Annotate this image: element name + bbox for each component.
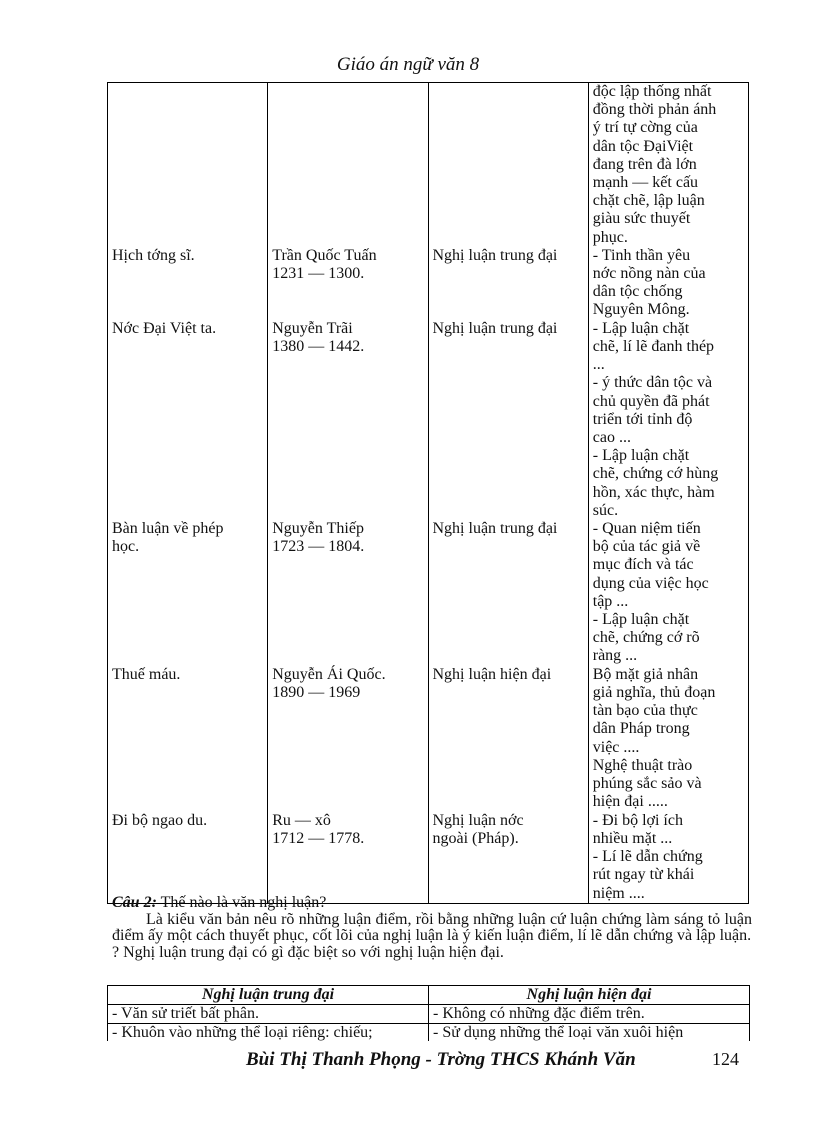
table-row <box>108 520 749 666</box>
work-title: Bàn luận về phép học. <box>112 520 224 556</box>
table-row <box>108 83 749 247</box>
work-title: Hịch tớng sĩ. <box>112 246 195 264</box>
question-2 <box>112 895 752 961</box>
page-header: Giáo án ngữ văn 8 <box>336 54 480 75</box>
work-title: Đi bộ ngao du. <box>112 811 208 829</box>
question-text: Thế nào là văn nghị luận? <box>156 894 327 911</box>
work-content: độc lập thống nhất đồng thời phản ánh ý trí tự cờng của dân tộc ĐạiViệt đang trên đà lớn mạnh — kết cấu chặt chẽ, lập luận giàu sức thuyết phục. <box>592 83 717 246</box>
footer-author: Bùi Thị Thanh Phọng - Trờng THCS Khánh Văn <box>246 1049 636 1070</box>
work-genre: Nghị luận hiện đại <box>432 665 552 683</box>
work-author: Nguyễn Thiếp 1723 — 1804. <box>272 520 365 556</box>
work-content: Bộ mặt giả nhân giả nghĩa, thủ đoạn tàn bạo của thực dân Pháp trong việc .... Nghệ thuật trào phúng sắc sảo và hiện đại ..... <box>592 665 716 811</box>
table-row <box>108 1024 750 1042</box>
work-genre: Nghị luận nớc ngoài (Pháp). <box>432 811 524 847</box>
work-content: - Tinh thần yêu nớc nồng nàn của dân tộc chống Nguyên Mông. <box>592 246 706 319</box>
table-cell: - Không có những đặc điểm trên. <box>429 1005 750 1024</box>
table-row <box>108 812 749 904</box>
column-header: Nghị luận hiện đại <box>429 986 750 1005</box>
work-genre: Nghị luận trung đại <box>432 246 558 264</box>
work-genre: Nghị luận trung đại <box>432 520 558 538</box>
literature-summary-table <box>107 82 749 904</box>
work-genre: Nghị luận trung đại <box>432 319 558 337</box>
table-row <box>108 247 749 320</box>
work-content: - Lập luận chặt chẽ, lí lẽ đanh thép ... - ý thức dân tộc và chủ quyền đã phát triển tới tỉnh độ cao ... - Lập luận chặt chẽ, chứng cớ hùng hồn, xác thực, hàm súc. <box>592 319 719 519</box>
work-author: Trần Quốc Tuấn 1231 — 1300. <box>272 246 377 283</box>
work-content: - Quan niệm tiến bộ của tác giả về mục đích và tác dụng của việc học tập ... - Lập luận chặt chẽ, chứng cớ rõ ràng ... <box>592 520 709 665</box>
work-title: Thuế máu. <box>112 665 181 683</box>
sub-question: ? Nghị luận trung đại có gì đặc biệt so với nghị luận hiện đại. <box>112 943 504 961</box>
table-row <box>108 1005 750 1024</box>
table-row <box>108 666 749 812</box>
table-cell: - Khuôn vào những thể loại riêng: chiếu; <box>108 1024 429 1042</box>
table-header-row <box>108 986 750 1005</box>
table-cell: - Sử dụng những thể loại văn xuôi hiện <box>429 1024 750 1042</box>
table-cell: - Văn sử triết bất phân. <box>108 1005 429 1024</box>
page-number: 124 <box>712 1049 739 1069</box>
work-content: - Đi bộ lợi ích nhiều mặt ... - Lí lẽ dẫn chứng rút ngay từ khái niệm .... <box>592 811 703 902</box>
answer-paragraph: Là kiểu văn bản nêu rõ những luận điểm, rồi bằng những luận cứ luận chứng làm sáng tỏ luận điểm ấy một cách thuyết phục, cốt lõi của nghị luận là ý kiến luận điểm, lí lẽ dẫn chứng và lập luận. <box>112 910 752 944</box>
column-header: Nghị luận trung đại <box>108 986 429 1005</box>
work-author: Nguyễn Trãi 1380 — 1442. <box>272 319 365 356</box>
page-footer <box>0 1049 816 1073</box>
work-author: Nguyễn Ái Quốc. 1890 — 1969 <box>272 665 386 701</box>
work-author: Ru — xô 1712 — 1778. <box>272 811 365 847</box>
comparison-table <box>107 985 750 1041</box>
table-row <box>108 320 749 520</box>
work-title: Nớc Đại Việt ta. <box>112 319 217 337</box>
question-label: Câu 2: <box>112 894 157 911</box>
comparison-table-wrap <box>107 985 751 1041</box>
